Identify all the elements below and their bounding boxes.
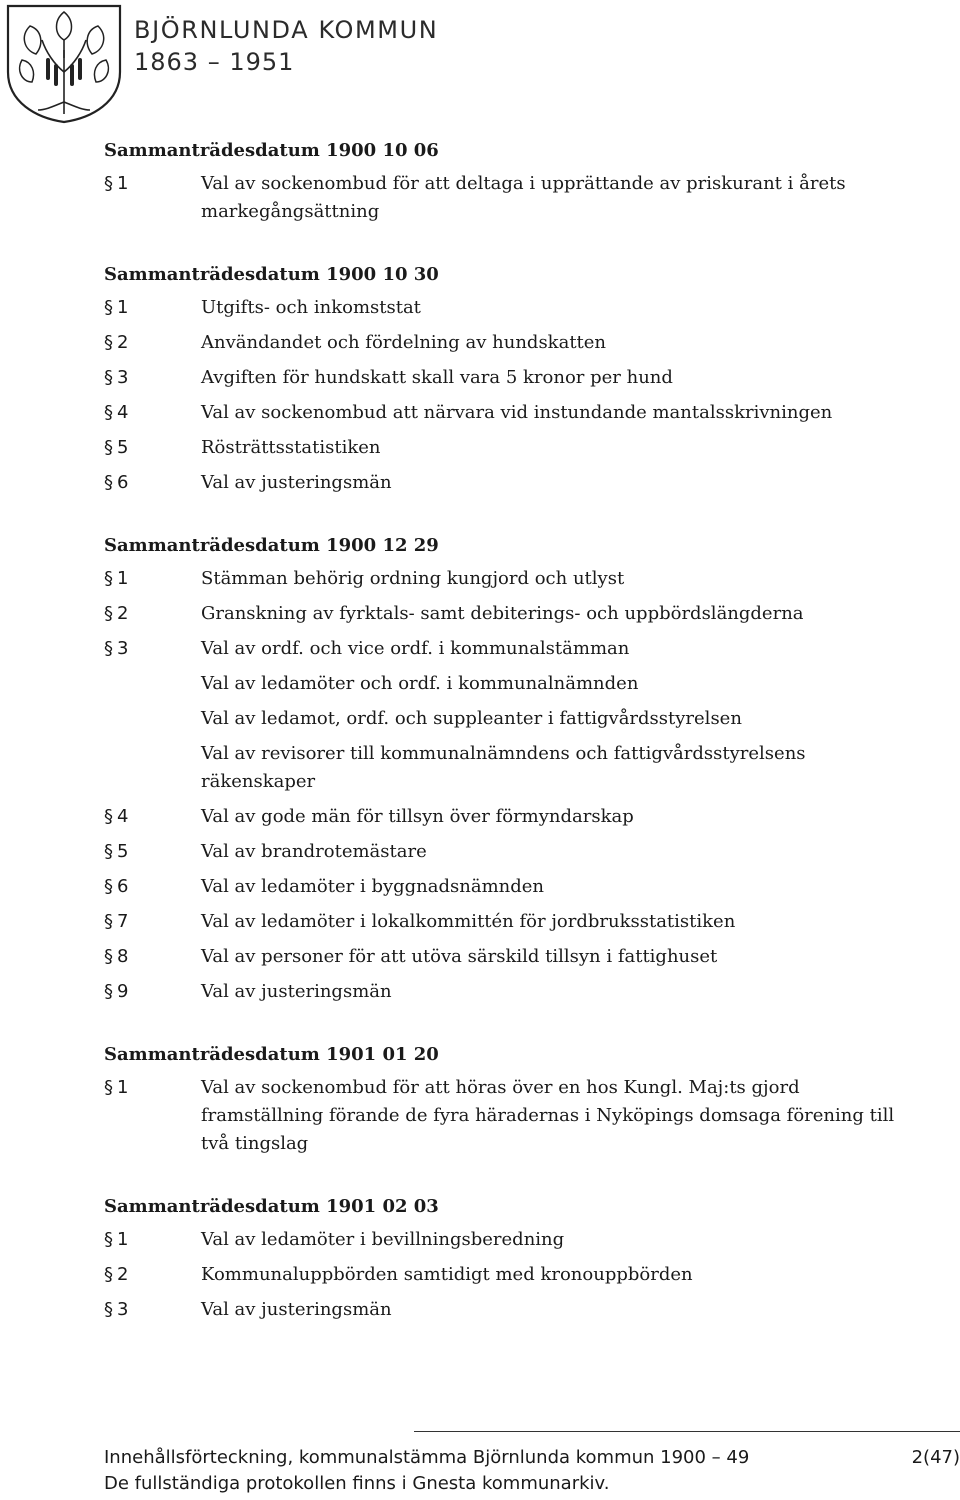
agenda-item: [104, 803, 904, 831]
section-symbol: §: [104, 603, 113, 624]
item-number: [104, 399, 201, 427]
item-number: [104, 170, 201, 198]
item-text: Val av sockenombud att närvara vid instundande mantalsskrivningen: [201, 402, 833, 423]
section-symbol: §: [104, 367, 113, 388]
item-text: Val av ledamöter i lokalkommittén för jordbruksstatistiken: [201, 911, 736, 932]
page-footer: [104, 1445, 960, 1497]
meeting-section: [104, 1040, 904, 1158]
agenda-item: [104, 670, 904, 698]
item-text: Kommunaluppbörden samtidigt med kronouppbörden: [201, 1264, 693, 1285]
agenda-item: [104, 838, 904, 866]
item-text: Val av personer för att utöva särskild tillsyn i fattighuset: [201, 946, 718, 967]
page-number: 2(47): [911, 1447, 960, 1468]
item-text: Rösträttsstatistiken: [201, 437, 381, 458]
item-number: [104, 1074, 201, 1102]
section-symbol: §: [104, 806, 113, 827]
item-number: [104, 565, 201, 593]
item-text: Val av ledamot, ordf. och suppleanter i fattigvårdsstyrelsen: [201, 708, 742, 729]
item-text: Val av justeringsmän: [201, 981, 392, 1002]
item-text: Utgifts- och inkomststat: [201, 297, 421, 318]
section-symbol: §: [104, 1264, 113, 1285]
agenda-item: [104, 294, 904, 322]
meeting-date: Sammanträdesdatum 1900 10 06: [104, 140, 439, 161]
agenda-item: [104, 1226, 904, 1254]
item-number-value: 4: [117, 806, 129, 827]
agenda-item: [104, 978, 904, 1006]
item-number: [104, 600, 201, 628]
item-text: Val av justeringsmän: [201, 1299, 392, 1320]
agenda-item: [104, 469, 904, 497]
meeting-date: Sammanträdesdatum 1900 12 29: [104, 535, 439, 556]
section-symbol: §: [104, 297, 113, 318]
section-symbol: §: [104, 402, 113, 423]
agenda-item: [104, 170, 904, 226]
item-number-value: 2: [117, 1264, 129, 1285]
item-text: Val av ledamöter i byggnadsnämnden: [201, 876, 545, 897]
item-number: [104, 1261, 201, 1289]
section-symbol: §: [104, 876, 113, 897]
item-number-value: 3: [117, 367, 129, 388]
item-text: Val av sockenombud för att höras över en hos Kungl. Maj:ts gjord framställning förande de fyra häradernas i Nyköpings domsaga förening till två tingslag: [201, 1077, 895, 1154]
section-symbol: §: [104, 1077, 113, 1098]
item-number: [104, 469, 201, 497]
section-symbol: §: [104, 946, 113, 967]
item-number-value: 1: [117, 1077, 129, 1098]
item-number-value: 1: [117, 297, 129, 318]
section-symbol: §: [104, 332, 113, 353]
item-number-value: 2: [117, 603, 129, 624]
item-number: [104, 978, 201, 1006]
item-text: Avgiften för hundskatt skall vara 5 kronor per hund: [201, 367, 673, 388]
section-symbol: §: [104, 472, 113, 493]
agenda-item: [104, 908, 904, 936]
item-number: [104, 873, 201, 901]
item-number: [104, 838, 201, 866]
agenda-item: [104, 364, 904, 392]
agenda-item: [104, 635, 904, 663]
item-text: Val av sockenombud för att deltaga i upprättande av priskurant i årets markegångsättning: [201, 173, 846, 222]
footer-title: Innehållsförteckning, kommunalstämma Björnlunda kommun 1900 – 49: [104, 1447, 750, 1468]
section-symbol: §: [104, 638, 113, 659]
section-symbol: §: [104, 1299, 113, 1320]
item-text: Val av ordf. och vice ordf. i kommunalstämman: [201, 638, 630, 659]
item-number-value: 1: [117, 568, 129, 589]
meeting-section: [104, 260, 904, 497]
item-text: Val av ledamöter och ordf. i kommunalnämnden: [201, 673, 639, 694]
agenda-item: [104, 1296, 904, 1324]
item-number-value: 6: [117, 472, 129, 493]
section-symbol: §: [104, 173, 113, 194]
item-number: [104, 803, 201, 831]
coat-of-arms-logo: [2, 2, 126, 124]
item-number-value: 1: [117, 1229, 129, 1250]
agenda-item: [104, 740, 904, 796]
item-number-value: 4: [117, 402, 129, 423]
municipality-years: 1863 – 1951: [134, 48, 295, 76]
item-number: [104, 1296, 201, 1324]
meeting-section: [104, 1192, 904, 1324]
item-number: [104, 434, 201, 462]
agenda-item: [104, 565, 904, 593]
item-number-value: 2: [117, 332, 129, 353]
agenda-item: [104, 705, 904, 733]
meeting-date: Sammanträdesdatum 1900 10 30: [104, 264, 439, 285]
item-number-value: 3: [117, 1299, 129, 1320]
item-number: [104, 329, 201, 357]
footer-note: De fullständiga protokollen finns i Gnesta kommunarkiv.: [104, 1473, 610, 1494]
meeting-date: Sammanträdesdatum 1901 02 03: [104, 1196, 439, 1217]
item-text: Granskning av fyrktals- samt debiterings- och uppbördslängderna: [201, 603, 804, 624]
meeting-date: Sammanträdesdatum 1901 01 20: [104, 1044, 439, 1065]
item-number-value: 9: [117, 981, 129, 1002]
item-text: Val av brandrotemästare: [201, 841, 427, 862]
section-symbol: §: [104, 1229, 113, 1250]
item-number: [104, 364, 201, 392]
section-symbol: §: [104, 981, 113, 1002]
agenda-item: [104, 600, 904, 628]
agenda-item: [104, 1261, 904, 1289]
item-text: Val av gode män för tillsyn över förmyndarskap: [201, 806, 634, 827]
section-symbol: §: [104, 437, 113, 458]
item-number: [104, 635, 201, 663]
agenda-item: [104, 1074, 904, 1158]
section-symbol: §: [104, 841, 113, 862]
item-number-value: 7: [117, 911, 129, 932]
item-number-value: 5: [117, 841, 129, 862]
item-text: Stämman behörig ordning kungjord och utlyst: [201, 568, 625, 589]
item-text: Val av ledamöter i bevillningsberedning: [201, 1229, 565, 1250]
item-number: [104, 908, 201, 936]
meeting-section: [104, 531, 904, 1006]
agenda-item: [104, 399, 904, 427]
agenda-item: [104, 943, 904, 971]
meeting-section: [104, 136, 904, 226]
item-number: [104, 1226, 201, 1254]
footer-divider: [414, 1431, 960, 1432]
item-text: Val av revisorer till kommunalnämndens och fattigvårdsstyrelsens räkenskaper: [201, 743, 806, 792]
agenda-item: [104, 873, 904, 901]
item-number-value: 5: [117, 437, 129, 458]
page-header: [0, 0, 960, 130]
municipality-name: BJÖRNLUNDA KOMMUN: [134, 16, 439, 44]
item-text: Användandet och fördelning av hundskatten: [201, 332, 607, 353]
item-number-value: 3: [117, 638, 129, 659]
section-symbol: §: [104, 911, 113, 932]
item-number-value: 6: [117, 876, 129, 897]
item-text: Val av justeringsmän: [201, 472, 392, 493]
item-number-value: 1: [117, 173, 129, 194]
agenda-item: [104, 329, 904, 357]
item-number: [104, 294, 201, 322]
meeting-index: [104, 136, 904, 1358]
item-number-value: 8: [117, 946, 129, 967]
agenda-item: [104, 434, 904, 462]
section-symbol: §: [104, 568, 113, 589]
item-number: [104, 943, 201, 971]
